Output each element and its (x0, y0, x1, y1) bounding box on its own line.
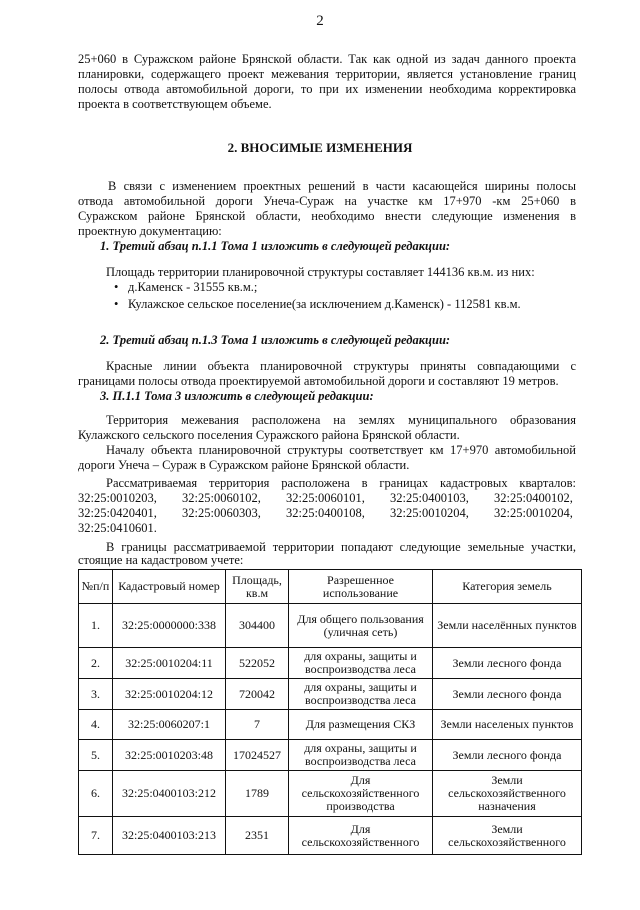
item2-heading: 2. Третий абзац п.1.3 Тома 1 изложить в следующей редакции: (100, 333, 451, 347)
cell-permitted-use: Для сельскохозяйственного (289, 817, 433, 855)
header-land-category: Категория земель (433, 570, 582, 604)
cell-number: 2. (79, 648, 113, 679)
cell-cadastral-number: 32:25:0010204:12 (113, 679, 226, 710)
table-row (79, 710, 582, 740)
cell-permitted-use: для охраны, защиты и воспроизводства леса (289, 648, 433, 679)
bullet-icon: • (114, 280, 119, 294)
cell-land-category: Земли лесного фонда (433, 740, 582, 771)
table-header-row (79, 570, 582, 604)
page-number: 2 (316, 13, 324, 29)
item3-heading: 3. П.1.1 Тома 3 изложить в следующей редакции: (100, 389, 374, 403)
table-row (79, 679, 582, 710)
cell-land-category: Земли сельскохозяйственного назначения (433, 771, 582, 817)
cell-area: 304400 (226, 604, 289, 648)
table-row (79, 604, 582, 648)
intro-line-1: 25+060 в Суражском районе Брянской области. Так как одной из задач данного проекта (78, 52, 576, 66)
cell-cadastral-number: 32:25:0010203:48 (113, 740, 226, 771)
table-row (79, 817, 582, 855)
header-number: №п/п (79, 570, 113, 604)
item3-para3-line-1: Рассматриваемая территория расположена в границах кадастровых кварталов: (106, 476, 576, 490)
header-permitted-use: Разрешенное использование (289, 570, 433, 604)
item3-para2-line-1: Началу объекта планировочной структуры соответствует км 17+970 автомобильной (106, 443, 576, 457)
cell-area: 2351 (226, 817, 289, 855)
table-row (79, 648, 582, 679)
header-cadastral-number: Кадастровый номер (113, 570, 226, 604)
bullet-icon: • (114, 297, 119, 311)
cell-permitted-use: Для сельскохозяйственного производства (289, 771, 433, 817)
intro-line-4: проекта в соответствующем объеме. (78, 97, 272, 111)
cell-number: 1. (79, 604, 113, 648)
item1-text: Площадь территории планировочной структуры составляет 144136 кв.м. из них: (106, 265, 535, 279)
cell-permitted-use: Для размещения СКЗ (289, 710, 433, 740)
table-row (79, 740, 582, 771)
cell-permitted-use: для охраны, защиты и воспроизводства леса (289, 740, 433, 771)
cell-cadastral-number: 32:25:0400103:213 (113, 817, 226, 855)
quarter-item: 32:25:0060102, (182, 491, 261, 505)
item3-para4-line-1: В границы рассматриваемой территории попадают следующие земельные участки, (106, 540, 576, 554)
item3-para2-line-2: дороги Унеча – Сураж в Суражском районе Брянской области. (78, 458, 410, 472)
quarter-item: 32:25:0010204, (390, 506, 469, 520)
page-bottom-cutoff (78, 870, 581, 910)
item1-bullet-1 (114, 280, 258, 295)
item1-bullet-2 (114, 297, 521, 312)
cell-area: 522052 (226, 648, 289, 679)
section-intro-line-2: отвода автомобильной дороги Унеча-Сураж на участке км 17+970 -км 25+060 в (78, 194, 576, 208)
item2-line-2: границами полосы отвода проектируемой автомобильной дороги и составляют 19 метров. (78, 374, 559, 388)
cell-area: 17024527 (226, 740, 289, 771)
table-row (79, 771, 582, 817)
quarter-item: 32:25:0400108, (286, 506, 365, 520)
quarter-item: 32:25:0010203, (78, 491, 157, 505)
cell-land-category: Земли населённых пунктов (433, 604, 582, 648)
cell-cadastral-number: 32:25:0400103:212 (113, 771, 226, 817)
cell-land-category: Земли сельскохозяйственного (433, 817, 582, 855)
quarter-item: 32:25:0400102, (494, 491, 573, 505)
cell-cadastral-number: 32:25:0000000:338 (113, 604, 226, 648)
item1-heading: 1. Третий абзац п.1.1 Тома 1 изложить в следующей редакции: (100, 239, 451, 253)
cell-number: 5. (79, 740, 113, 771)
section-heading: 2. ВНОСИМЫЕ ИЗМЕНЕНИЯ (227, 140, 413, 155)
cell-area: 7 (226, 710, 289, 740)
quarter-item: 32:25:0400103, (390, 491, 469, 505)
intro-line-2: планировки, содержащего проект межевания территории, является установление границ (78, 67, 576, 81)
item2-line-1: Красные линии объекта планировочной структуры приняты совпадающими с (106, 359, 576, 373)
quarter-item: 32:25:0410601. (78, 521, 157, 535)
intro-line-3: полосы отвода автомобильной дороги, то при их изменении необходима корректировка (78, 82, 576, 96)
cell-land-category: Земли лесного фонда (433, 679, 582, 710)
cell-number: 4. (79, 710, 113, 740)
cell-cadastral-number: 32:25:0060207:1 (113, 710, 226, 740)
cell-land-category: Земли населеных пунктов (433, 710, 582, 740)
item3-para1-line-1: Территория межевания расположена на землях муниципального образования (106, 413, 576, 427)
cell-number: 3. (79, 679, 113, 710)
quarter-item: 32:25:0060303, (182, 506, 261, 520)
cell-permitted-use: Для общего пользования (уличная сеть) (289, 604, 433, 648)
cell-permitted-use: для охраны, защиты и воспроизводства леса (289, 679, 433, 710)
item3-para1-line-2: Кулажского сельского поселения Суражского района Брянской области. (78, 428, 460, 442)
section-intro-line-1: В связи с изменением проектных решений в части касающейся ширины полосы (108, 179, 576, 193)
section-intro-line-4: проектную документацию: (78, 224, 222, 238)
item3-para4-line-2: стоящие на кадастровом учете: (78, 553, 244, 567)
cell-number: 7. (79, 817, 113, 855)
cell-number: 6. (79, 771, 113, 817)
cell-land-category: Земли лесного фонда (433, 648, 582, 679)
land-plots-table (78, 569, 582, 855)
section-intro-line-3: Суражском районе Брянской области, необходимо внести следующие изменения в (78, 209, 576, 223)
cell-area: 1789 (226, 771, 289, 817)
bullet-text: Кулажское сельское поселение(за исключением д.Каменск) - 112581 кв.м. (128, 297, 521, 311)
quarter-item: 32:25:0420401, (78, 506, 157, 520)
cadastral-quarters (78, 491, 576, 536)
bullet-text: д.Каменск - 31555 кв.м.; (128, 280, 258, 294)
cell-cadastral-number: 32:25:0010204:11 (113, 648, 226, 679)
header-area: Площадь, кв.м (226, 570, 289, 604)
cell-area: 720042 (226, 679, 289, 710)
quarter-item: 32:25:0010204, (494, 506, 573, 520)
quarter-item: 32:25:0060101, (286, 491, 365, 505)
